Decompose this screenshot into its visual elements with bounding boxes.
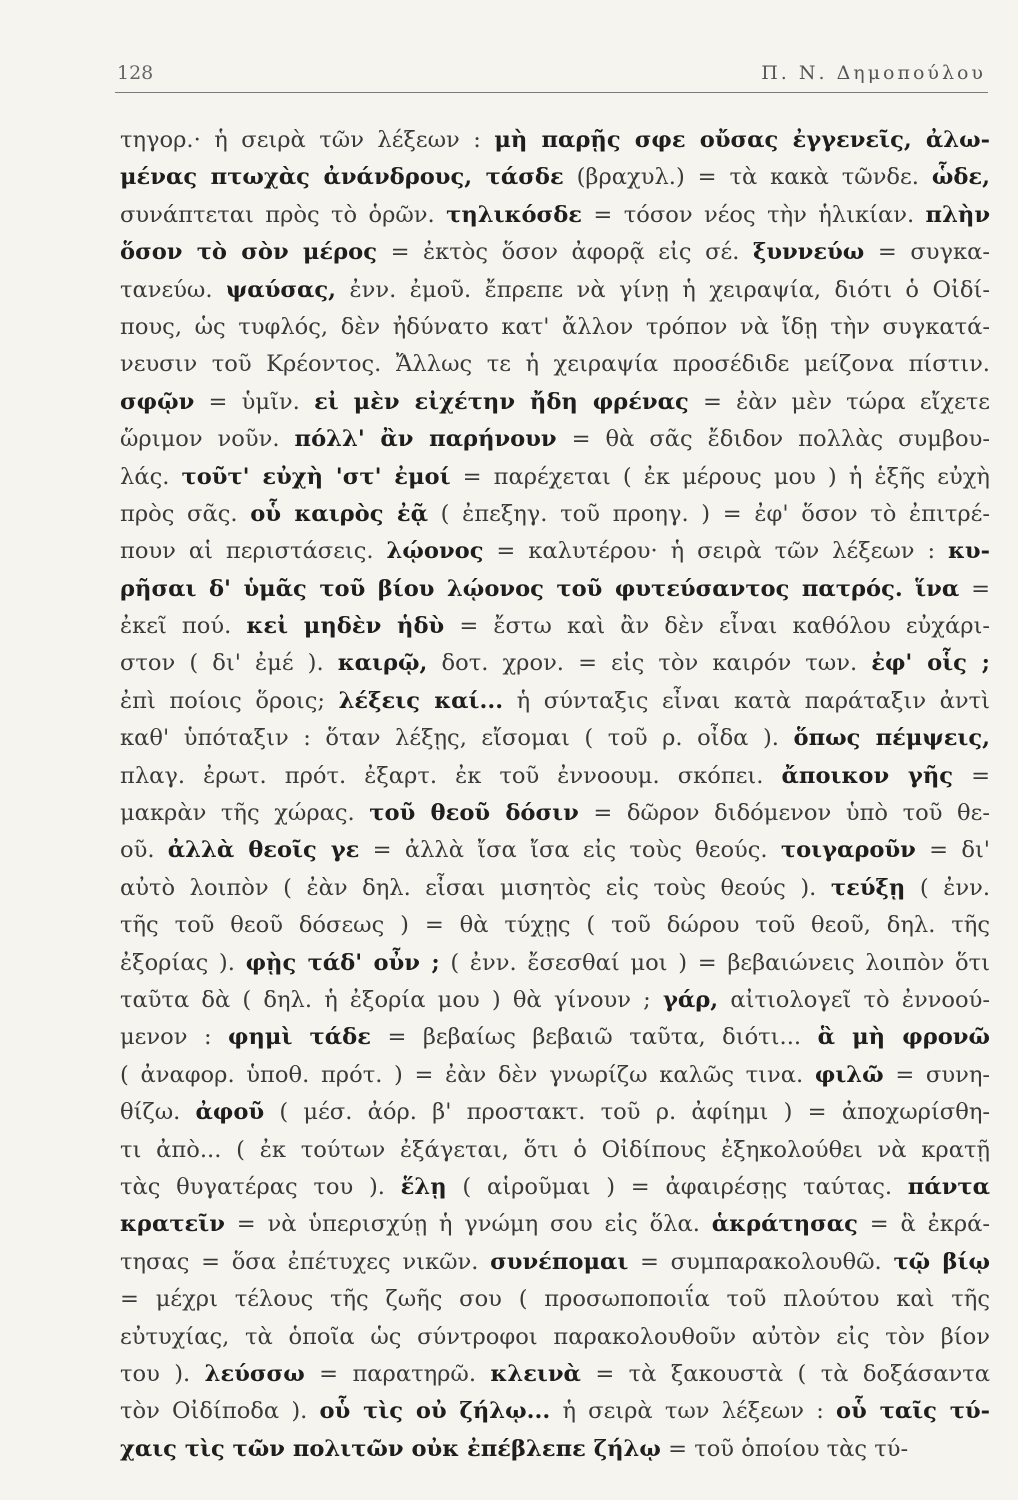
headword: κλεινὰ [490,1360,581,1387]
headword: φῂς τάδ' οὖν ; [245,949,440,976]
gloss-text: = ὑμῖν. [208,388,315,415]
text-line [120,197,990,234]
gloss-text: ( ἐπεξηγ. τοῦ προηγ. ) = ἐφ' ὅσον τὸ ἐπιτρέ- [440,500,990,527]
gloss-text: ( ἐνν. ἔσεσθαί μοι ) = βεβαιώνεις λοιπὸν ὅτι [450,949,990,976]
gloss-text: = τὰ ξακουστὰ ( τὰ δοξάσαντα [595,1360,990,1387]
gloss-text: ( ἐνν. [919,874,990,901]
headword: πλὴν [925,201,990,228]
text-line [120,945,990,982]
headword: σφῷν [120,388,195,415]
gloss-text: = ἀλλὰ ἴσα ἴσα εἰς τοὺς θεούς. [372,837,781,864]
gloss-text: ἐπὶ ποίοις ὅροις; [120,687,339,714]
text-line [120,870,990,907]
headword: κυ- [948,538,990,565]
gloss-text: = δῶρον διδόμενον ὑπὸ τοῦ θε- [593,800,990,827]
text-line [120,1281,990,1318]
gloss-text: = συγκα- [877,239,990,266]
text-line [120,533,990,570]
text-line [120,1057,990,1094]
gloss-text: του ). [120,1360,205,1387]
gloss-text: = τοῦ ὁποίου τὰς τύ- [668,1435,909,1462]
headword: λέξεις καί... [338,687,504,714]
gloss-text: τῆς τοῦ θεοῦ δόσεως ) = θὰ τύχῃς ( τοῦ δώρου τοῦ θεοῦ, δηλ. τῆς [120,912,990,939]
headword: ὧδε, [931,164,990,191]
headword: λεύσσω [204,1360,305,1387]
gloss-text: νευσιν τοῦ Κρέοντος. Ἄλλως τε ἡ χειραψία προσέδιδε μείζονα πίστιν. [120,351,990,378]
gloss-text: ἡ σειρὰ των λέξεων : [562,1398,837,1425]
gloss-text: ( μέσ. ἀόρ. β' προστακτ. τοῦ ρ. ἀφίημι ) = ἀποχωρίσθη- [279,1099,990,1126]
text-line [120,346,990,383]
headword: κεἰ μηδὲν ἡδὺ [246,613,445,640]
gloss-text: = συμπαρακολουθῶ. [640,1248,894,1275]
gloss-text: = συνη- [895,1061,990,1088]
text-line [120,645,990,682]
gloss-text: αὐτὸ λοιπὸν ( ἐὰν δηλ. εἶσαι μισητὸς εἰς τοὺς θεούς ). [120,874,831,901]
text-line [120,1169,990,1206]
text-line [120,795,990,832]
gloss-text: (βραχυλ.) = τὰ κακὰ τῶνδε. [576,164,932,191]
text-line [120,1393,990,1430]
text-line [120,234,990,271]
text-line [120,1132,990,1169]
gloss-text: θίζω. [120,1099,196,1126]
headword: μὴ παρῇς σφε οὔσας ἐγγενεῖς, ἀλω- [494,127,990,153]
text-line [120,608,990,645]
headword: τηλικόσδε [446,201,582,228]
gloss-text: = νὰ ὑπερισχύῃ ἡ γνώμη σου εἰς ὅλα. [236,1211,712,1238]
gloss-text: εὐτυχίας, τὰ ὁποῖα ὡς σύντροφοι παρακολουθοῦν αὐτὸν εἰς τὸν βίον [120,1323,990,1350]
text-line [120,683,990,720]
headword: ὅσον τὸ σὸν μέρος [120,239,377,266]
text-line [120,1019,990,1056]
gloss-text: ὥριμον νοῦν. [120,426,295,453]
headword: κρατεῖν [120,1211,225,1238]
gloss-text: = καλυτέρου· ἡ σειρὰ τῶν λέξεων : [496,538,948,565]
gloss-text: ἡ σύνταξις εἶναι κατὰ παράταξιν ἀντὶ [516,687,990,714]
gloss-text: ἐξορίας ). [120,949,246,976]
gloss-text: δοτ. χρον. = εἰς τὸν καιρόν των. [441,650,872,677]
headword: ὅπως πέμψεις, [793,725,990,752]
gloss-text: τι ἀπὸ... ( ἐκ τούτων ἐξάγεται, ὅτι ὁ Οἰδίπους ἐξηκολούθει νὰ κρατῇ [120,1136,990,1163]
gloss-text: μακρὰν τῆς χώρας. [120,800,370,827]
headword: τῷ βίῳ [893,1248,990,1275]
gloss-text: στον ( δι' ἐμέ ). [120,650,338,677]
headword: ἁκράτησας [711,1211,858,1238]
headword: φιλῶ [814,1061,884,1088]
headword: συνέπομαι [490,1248,629,1275]
gloss-text: τανεύω. [120,276,227,303]
headword: πάντα [907,1173,990,1200]
text-line [120,159,990,196]
headword: τοιγαροῦν [780,837,916,864]
headword: ἀφοῦ [195,1099,265,1126]
gloss-text: πρὸς σᾶς. [120,500,251,527]
gloss-text: τησας = ὅσα ἐπέτυχες νικῶν. [120,1248,491,1275]
headword: ἐφ' οἷς ; [871,650,990,677]
text-line [120,309,990,346]
headword: τοῦτ' εὐχὴ 'στ' ἐμοί [181,463,451,490]
headword: ἕλῃ [400,1173,447,1200]
gloss-text: ( αἱροῦμαι ) = ἀφαιρέσῃς ταύτας. [462,1173,908,1200]
gloss-text: τὸν Οἰδίποδα ). [120,1398,320,1425]
gloss-text: = βεβαίως βεβαιῶ ταῦτα, διότι... [387,1024,818,1051]
gloss-text: = παρέχεται ( ἐκ μέρους μου ) ἡ ἑξῆς εὐχὴ [462,463,990,490]
text-line [120,1356,990,1393]
headword: ἀλλὰ θεοῖς γε [167,837,360,864]
gloss-text: = ἔστω καὶ ἂν δὲν εἶναι καθόλου εὐχάρι- [459,613,990,640]
text-line [120,1319,990,1356]
text-line [120,571,990,608]
text-line [120,982,990,1019]
headword: πόλλ' ἂν παρήνουν [294,426,557,453]
text-line [120,496,990,533]
gloss-text: = [971,762,990,789]
gloss-text: = ἐκτὸς ὅσον ἀφορᾷ εἰς σέ. [390,239,753,266]
headword: γάρ, [662,986,719,1013]
gloss-text: ἐκεῖ πού. [120,613,247,640]
gloss-text: = δι' [929,837,990,864]
text-line [120,720,990,757]
gloss-text: πουν αἱ περιστάσεις. [120,538,387,565]
commentary-text [120,122,990,1468]
headword: καιρῷ, [337,650,428,677]
gloss-text: συνάπτεται πρὸς τὸ ὁρῶν. [120,201,447,228]
headword: εἰ μὲν εἰχέτην ἤδη φρένας [314,388,689,415]
headword: φημὶ τάδε [228,1024,371,1051]
gloss-text: πλαγ. ἐρωτ. πρότ. ἐξαρτ. ἐκ τοῦ ἐννοουμ. σκόπει. [120,762,782,789]
text-line [120,421,990,458]
gloss-text: αἰτιολογεῖ τὸ ἐννοού- [730,986,990,1013]
gloss-text: = [971,575,990,602]
headword: οὗ τὶς οὐ ζήλῳ... [319,1398,551,1425]
headword: ψαύσας, [226,276,337,303]
text-line [120,122,990,159]
gloss-text: ἐνν. ἐμοῦ. ἔπρεπε νὰ γίνῃ ἡ χειραψία, διότι ὁ Οἰδί- [349,276,990,303]
page-header [115,58,988,93]
headword: λῴονος [386,538,484,565]
gloss-text: καθ' ὑπόταξιν : ὅταν λέξῃς, εἴσομαι ( τοῦ ρ. οἶδα ). [120,725,794,752]
headword: μένας πτωχὰς ἀνάνδρους, τάσδε [120,164,564,191]
text-line [120,384,990,421]
gloss-text: = τόσον νέος τὴν ἡλικίαν. [593,201,926,228]
gloss-text: τὰς θυγατέρας του ). [120,1173,401,1200]
headword: οὗ καιρὸς ἐᾷ [250,500,428,527]
headword: χαις τὶς τῶν πολιτῶν οὐκ ἐπέβλεπε ζήλῳ [120,1435,661,1462]
running-head: Π. Ν. Δημοπούλου [761,62,986,84]
gloss-text: οῦ. [120,837,168,864]
text-line [120,907,990,944]
headword: τεύξῃ [830,874,906,901]
gloss-text: τηγορ.· ἡ σειρὰ τῶν λέξεων : [120,127,495,153]
gloss-text: λάς. [120,463,182,490]
gloss-text: μενον : [120,1024,229,1051]
headword: ἄποικον γῆς [781,762,953,789]
headword: ξυννεύω [752,239,865,266]
gloss-text: = μέχρι τέλους τῆς ζωῆς σου ( προσωποποιΐα τοῦ πλούτου καὶ τῆς [120,1286,990,1313]
gloss-text: πους, ὡς τυφλός, δὲν ἠδύνατο κατ' ἄλλον τρόπον νὰ ἴδῃ τὴν συγκατά- [120,313,990,340]
text-line [120,459,990,496]
text-line [120,1431,990,1468]
text-line [120,1094,990,1131]
text-line [120,1244,990,1281]
gloss-text: = θὰ σᾶς ἔδιδον πολλὰς συμβου- [571,426,990,453]
headword: ρῆσαι δ' ὑμᾶς τοῦ βίου λῴονος τοῦ φυτεύσαντος πατρός. ἵνα [120,575,960,602]
text-line [120,272,990,309]
headword: τοῦ θεοῦ δόσιν [369,800,579,827]
gloss-text: ταῦτα δὰ ( δηλ. ἡ ἐξορία μου ) θὰ γίνουν ; [120,986,663,1013]
gloss-text: = παρατηρῶ. [319,1360,491,1387]
page-number: 128 [117,62,154,84]
headword: οὗ ταῖς τύ- [836,1398,990,1425]
gloss-text: = ἃ ἐκρά- [869,1211,990,1238]
text-line [120,1206,990,1243]
gloss-text: ( ἀναφορ. ὑποθ. πρότ. ) = ἐὰν δὲν γνωρίζω καλῶς τινα. [120,1061,815,1088]
gloss-text: = ἐὰν μὲν τώρα εἴχετε [702,388,990,415]
headword: ἃ μὴ φρονῶ [817,1024,990,1051]
text-line [120,832,990,869]
text-line [120,758,990,795]
